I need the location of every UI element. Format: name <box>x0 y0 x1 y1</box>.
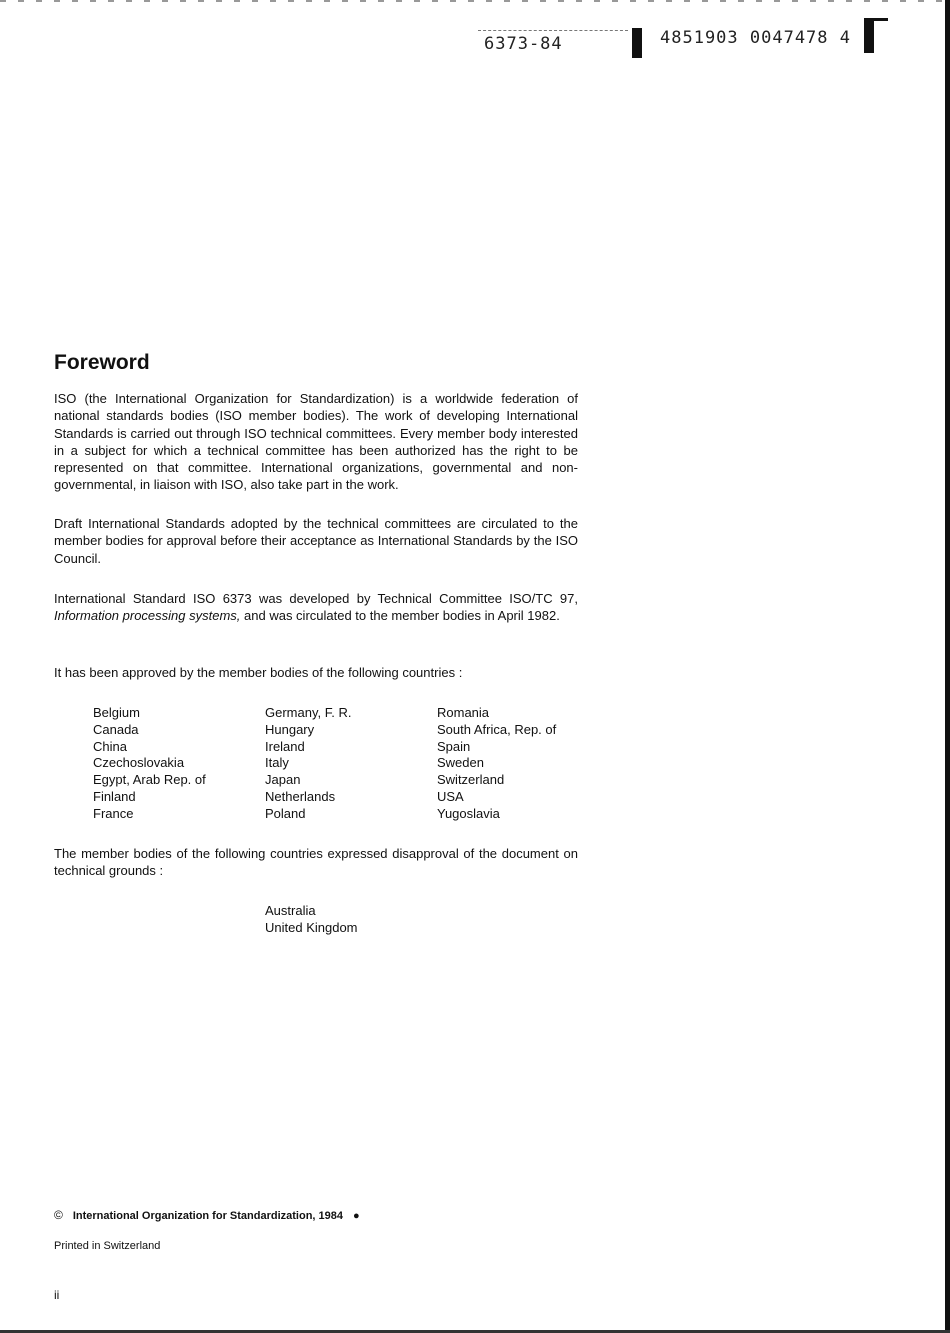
page-title: Foreword <box>54 351 150 374</box>
approving-countries-column-2 <box>265 705 351 823</box>
approving-countries-column-1 <box>93 705 206 823</box>
disapproving-countries-list <box>265 903 358 937</box>
country-item: United Kingdom <box>265 919 358 935</box>
country-item: Poland <box>265 805 306 821</box>
country-item: Netherlands <box>265 788 336 804</box>
document-reference-code: 6373-84 <box>484 34 563 54</box>
country-item: Romania <box>437 705 490 720</box>
catalog-number: 4851903 0047478 4 <box>660 28 851 48</box>
country-item: Ireland <box>265 738 305 754</box>
country-item: USA <box>437 788 464 804</box>
country-item: South Africa, Rep. of <box>437 721 557 737</box>
printed-in-notice: Printed in Switzerland <box>54 1240 161 1252</box>
bullet-icon: ● <box>353 1210 360 1222</box>
p3-text-before: International Standard ISO 6373 was developed by Technical Committee ISO/TC 97, <box>54 591 578 606</box>
country-item: China <box>93 738 127 754</box>
page-number: ii <box>54 1288 60 1302</box>
copyright-notice <box>54 1208 360 1222</box>
country-item: Sweden <box>437 755 484 771</box>
country-item: Spain <box>437 738 471 754</box>
country-item: Australia <box>265 903 316 918</box>
paragraph-draft-standards: Draft International Standards adopted by the technical committees are circulated to the member bodies for approval before their acceptance as International Standards by the ISO Council. <box>54 516 578 566</box>
paragraph-iso-intro: ISO (the International Organization for Standardization) is a worldwide federation of national standards bodies (ISO member bodies). The work of developing International Standards is carried out through ISO technical committees. Every member body interested in a subject for which a technical committee has been authorized has the right to be represented on that committee. International organizations, governmental and non-governmental, in liaison with ISO, also take part in the work. <box>54 391 578 493</box>
copyright-text: International Organization for Standardization, 1984 <box>72 1210 343 1222</box>
country-item: Japan <box>265 772 301 788</box>
scan-edge-right <box>945 0 950 1333</box>
reference-dash-line <box>478 30 628 31</box>
scan-edge-top <box>0 0 950 2</box>
paragraph-disapproval: The member bodies of the following countries expressed disapproval of the document on technical grounds : <box>54 846 578 879</box>
copyright-symbol: © <box>54 1208 63 1222</box>
country-item: Switzerland <box>437 772 505 788</box>
approving-countries-column-3 <box>437 705 556 823</box>
country-item: Germany, F. R. <box>265 705 352 720</box>
barcode-bar <box>632 28 642 58</box>
country-item: Canada <box>93 721 139 737</box>
country-item: France <box>93 805 134 821</box>
country-item: Italy <box>265 755 289 771</box>
country-item: Czechoslovakia <box>93 755 185 771</box>
country-item: Finland <box>93 788 136 804</box>
country-item: Egypt, Arab Rep. of <box>93 772 206 788</box>
paragraph-standard-development <box>54 590 578 625</box>
country-item: Belgium <box>93 705 140 720</box>
paragraph-approval: It has been approved by the member bodies of the following countries : <box>54 665 463 680</box>
committee-title-italic: Information processing systems, <box>54 608 241 624</box>
corner-registration-mark <box>864 18 888 53</box>
country-item: Hungary <box>265 721 315 737</box>
country-item: Yugoslavia <box>437 805 500 821</box>
p3-text-after: and was circulated to the member bodies in April 1982. <box>240 608 560 624</box>
